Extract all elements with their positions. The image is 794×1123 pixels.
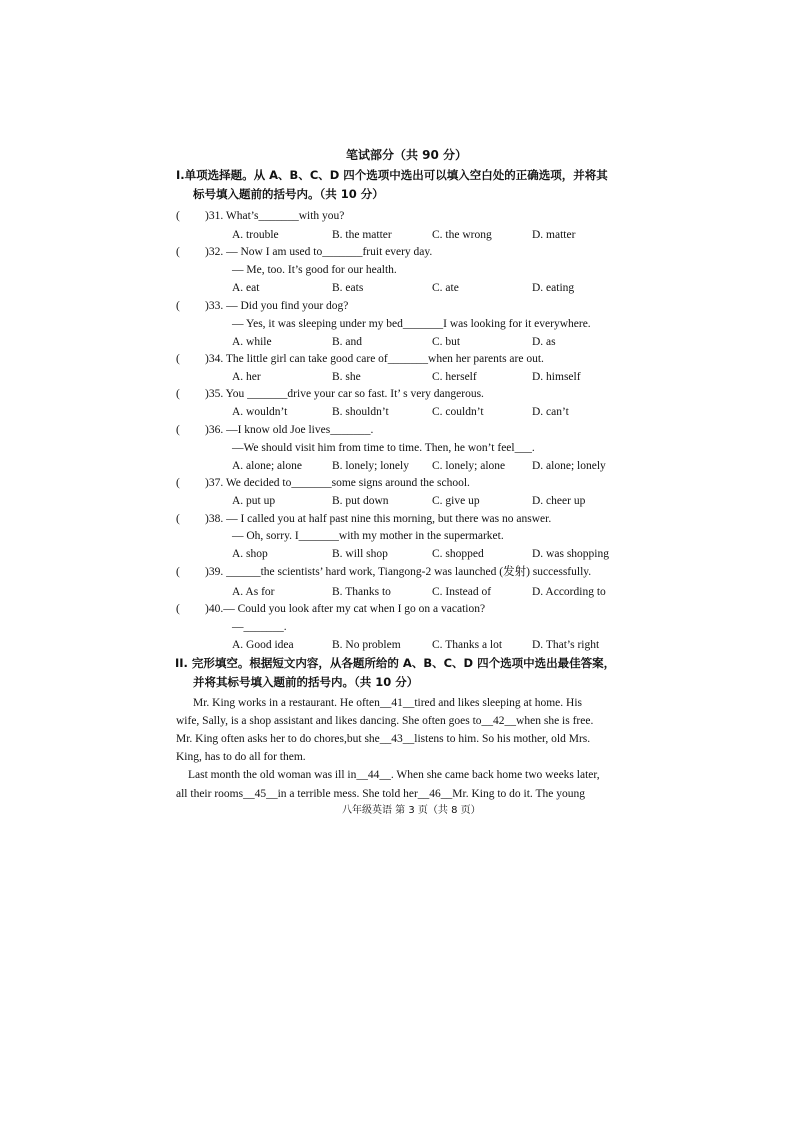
option-a: A. eat xyxy=(232,282,260,294)
option-d: D. himself xyxy=(532,371,581,383)
option-c: C. Instead of xyxy=(432,586,492,598)
option-c: C. lonely; alone xyxy=(432,460,506,472)
option-a: A. As for xyxy=(232,586,275,598)
question-stem: )36. —I know old Joe lives_______. xyxy=(205,424,374,436)
answer-paren: ( xyxy=(176,246,180,258)
option-b: B. No problem xyxy=(332,639,401,651)
page-title: 笔试部分（共 90 分） xyxy=(346,148,468,162)
option-c: C. give up xyxy=(432,495,480,507)
question-stem-line2: — Oh, sorry. I_______with my mother in the supermarket. xyxy=(232,530,504,542)
question-stem: )32. — Now I am used to_______fruit every day. xyxy=(205,246,433,258)
answer-paren: ( xyxy=(176,424,180,436)
passage-line: Last month the old woman was ill in__44__. When she came back home two weeks later, xyxy=(188,769,600,781)
option-a: A. alone; alone xyxy=(232,460,302,472)
answer-paren: ( xyxy=(176,388,180,400)
question-stem: )31. What’s_______with you? xyxy=(205,210,345,222)
question-stem-line2: — Yes, it was sleeping under my bed_______I was looking for it everywhere. xyxy=(232,318,591,330)
option-b: B. put down xyxy=(332,495,389,507)
question-stem: )34. The little girl can take good care of_______when her parents are out. xyxy=(205,353,544,365)
answer-paren: ( xyxy=(176,477,180,489)
answer-paren: ( xyxy=(176,210,180,222)
option-c: C. Thanks a lot xyxy=(432,639,503,651)
option-d: D. as xyxy=(532,336,556,348)
question-stem-line2: —_______. xyxy=(232,621,287,633)
question-stem: )38. — I called you at half past nine this morning, but there was no answer. xyxy=(205,513,552,525)
option-d: D. According to xyxy=(532,586,606,598)
passage-line: wife, Sally, is a shop assistant and likes dancing. She often goes to__42__when she is free. xyxy=(176,715,594,727)
option-a: A. Good idea xyxy=(232,639,294,651)
option-b: B. she xyxy=(332,371,361,383)
option-b: B. lonely; lonely xyxy=(332,460,409,472)
option-c: C. shopped xyxy=(432,548,484,560)
passage-line: Mr. King often asks her to do chores,but she__43__listens to him. So his mother, old Mrs. xyxy=(176,733,591,745)
answer-paren: ( xyxy=(176,603,180,615)
option-b: B. Thanks to xyxy=(332,586,391,598)
section2-heading-line1: II. 完形填空。根据短文内容，从各题所给的 A、B、C、D 四个选项中选出最佳答案， xyxy=(175,656,616,670)
option-b: B. the matter xyxy=(332,229,392,241)
question-stem: )33. — Did you find your dog? xyxy=(205,300,349,312)
option-c: C. herself xyxy=(432,371,477,383)
passage-line: all their rooms__45__in a terrible mess. She told her__46__Mr. King to do it. The young xyxy=(176,788,585,800)
section1-heading-line1: Ⅰ.单项选择题。从 A、B、C、D 四个选项中选出可以填入空白处的正确选项，并将其 xyxy=(176,168,608,182)
question-stem: )35. You _______drive your car so fast. It’ s very dangerous. xyxy=(205,388,484,400)
option-c: C. ate xyxy=(432,282,459,294)
option-d: D. cheer up xyxy=(532,495,586,507)
option-c: C. the wrong xyxy=(432,229,492,241)
option-b: B. and xyxy=(332,336,363,348)
answer-paren: ( xyxy=(176,300,180,312)
section2-heading-line2: 并将其标号填入题前的括号内。（共 10 分） xyxy=(193,675,419,689)
option-d: D. eating xyxy=(532,282,575,294)
question-stem: )40.— Could you look after my cat when I go on a vacation? xyxy=(205,603,486,615)
option-b: B. eats xyxy=(332,282,364,294)
option-a: A. put up xyxy=(232,495,276,507)
option-d: D. matter xyxy=(532,229,576,241)
option-a: A. while xyxy=(232,336,272,348)
answer-paren: ( xyxy=(176,353,180,365)
option-a: A. wouldn’t xyxy=(232,406,288,418)
section1-heading-line2: 标号填入题前的括号内。（共 10 分） xyxy=(193,187,384,201)
option-d: D. alone; lonely xyxy=(532,460,606,472)
page-footer: 八年级英语 第 3 页（共 8 页） xyxy=(342,805,481,816)
option-b: B. will shop xyxy=(332,548,388,560)
option-a: A. her xyxy=(232,371,261,383)
question-stem-line2: —We should visit him from time to time. Then, he won’t feel___. xyxy=(232,442,535,454)
option-a: A. trouble xyxy=(232,229,279,241)
option-d: D. That’s right xyxy=(532,639,600,651)
question-stem-line2: — Me, too. It’s good for our health. xyxy=(232,264,397,276)
question-stem: )37. We decided to_______some signs around the school. xyxy=(205,477,470,489)
passage-line: King, has to do all for them. xyxy=(176,751,306,763)
option-b: B. shouldn’t xyxy=(332,406,389,418)
option-a: A. shop xyxy=(232,548,268,560)
option-c: C. but xyxy=(432,336,461,348)
passage-line: Mr. King works in a restaurant. He often__41__tired and likes sleeping at home. His xyxy=(193,697,583,709)
answer-paren: ( xyxy=(176,566,180,578)
option-c: C. couldn’t xyxy=(432,406,484,418)
option-d: D. was shopping xyxy=(532,548,609,560)
option-d: D. can’t xyxy=(532,406,569,418)
answer-paren: ( xyxy=(176,513,180,525)
question-stem: )39. ______the scientists’ hard work, Tiangong-2 was launched (发射) successfully. xyxy=(205,566,592,578)
